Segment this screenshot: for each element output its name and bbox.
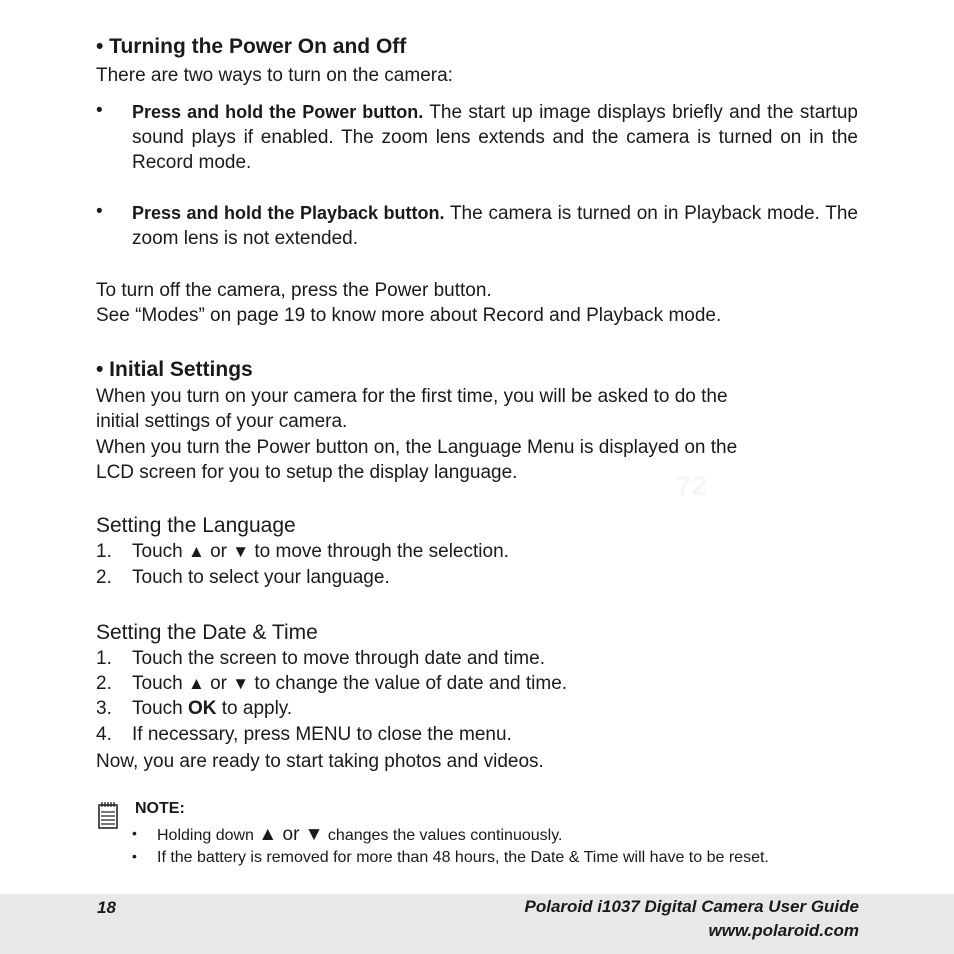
page-number: 18 [97,898,116,917]
down-arrow-icon: ▼ [232,542,250,561]
datetime-step-1-num: 1. [96,648,112,669]
language-step-2: Touch to select your language. [132,567,390,588]
datetime-title: Setting the Date & Time [96,621,318,644]
notepad-icon [98,801,118,829]
power-bullet-1-bold: Press and hold the Power button. [132,102,424,122]
power-bullet-1-text: The start up image displays briefly and the startup sound plays if enabled. The zoom lens extends and the camera is turned on in the Record mode. [132,102,858,173]
bullet-marker: • [96,100,103,121]
step-text: Touch [132,698,188,719]
up-arrow-icon: ▲ [187,542,205,561]
note-label: NOTE: [135,800,185,817]
initial-heading: • Initial Settings [96,358,253,381]
ok-label: OK [187,698,217,719]
language-title: Setting the Language [96,514,296,537]
note-item-2: If the battery is removed for more than 48 hours, the Date & Time will have to be reset. [157,849,769,866]
power-bullet-1 [132,100,858,175]
datetime-step-2 [132,673,567,695]
note-text: Holding down [157,827,259,844]
step-text: to move through the selection. [249,541,509,562]
note-bullet-marker: • [132,848,137,864]
language-step-2-num: 2. [96,567,112,588]
power-intro: There are two ways to turn on the camera: [96,65,453,86]
website-url: www.polaroid.com [708,921,859,940]
step-text: to change the value of date and time. [249,673,568,694]
language-step-1 [132,541,509,563]
power-heading: • Turning the Power On and Off [96,35,407,58]
step-text: Touch [132,673,188,694]
power-bullet-2 [132,201,858,251]
down-arrow-icon: ▼ [304,824,324,845]
step-text: or [204,673,233,694]
datetime-step-2-num: 2. [96,673,112,694]
datetime-step-3-num: 3. [96,698,112,719]
step-text: Touch [132,541,188,562]
up-arrow-icon: ▲ [187,674,205,693]
datetime-step-4-num: 4. [96,724,112,745]
note-text: or [277,824,305,845]
power-bullet-2-text: The camera is turned on in Playback mode. The zoom lens is not extended. [132,203,859,249]
turn-off-text: To turn off the camera, press the Power button. [96,280,492,301]
datetime-step-1: Touch the screen to move through date and time. [132,648,545,669]
language-step-1-num: 1. [96,541,112,562]
note-item-1 [157,823,862,847]
ready-text: Now, you are ready to start taking photos and videos. [96,751,544,772]
step-text: or [204,541,233,562]
ghost-page-number: 72 [676,470,708,501]
note-text: changes the values continuously. [323,827,563,844]
up-arrow-icon: ▲ [258,824,278,845]
datetime-step-4: If necessary, press MENU to close the menu. [132,724,512,745]
down-arrow-icon: ▼ [232,674,250,693]
guide-title: Polaroid i1037 Digital Camera User Guide [524,897,859,916]
initial-line-1: When you turn on your camera for the first time, you will be asked to do the [96,386,728,407]
bullet-marker: • [96,201,103,222]
initial-line-4: LCD screen for you to setup the display language. [96,462,518,483]
datetime-step-3 [132,698,292,720]
note-bullet-marker: • [132,825,137,841]
initial-line-2: initial settings of your camera. [96,411,348,432]
see-modes-text: See “Modes” on page 19 to know more about Record and Playback mode. [96,305,722,326]
initial-line-3: When you turn the Power button on, the Language Menu is displayed on the [96,437,738,458]
step-text: to apply. [216,698,293,719]
power-bullet-2-bold: Press and hold the Playback button. [132,203,445,223]
